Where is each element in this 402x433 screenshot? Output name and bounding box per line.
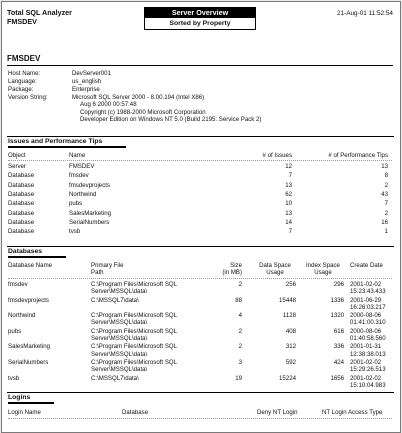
db-cell-name: fmsdevprojects (8, 296, 49, 304)
db-cell-created-line: 2001-06-29 (350, 296, 382, 304)
report-subtitle: Sorted by Property (169, 20, 231, 27)
db-col-file-line2: Path (91, 269, 104, 277)
db-col-created: Create Date (350, 262, 383, 269)
db-cell-index: 1656 (330, 374, 344, 382)
db-cell-created-line: 2001-02-02 (350, 374, 382, 382)
issues-cell-name: SerialNumbers (69, 218, 110, 226)
db-cell-created-line: 15:10:04.983 (350, 381, 386, 389)
issues-cell-issues: 13 (285, 181, 292, 189)
db-cell-size: 19 (235, 374, 242, 382)
db-cell-name: tvsb (8, 374, 20, 382)
info-value: us_english (72, 78, 102, 85)
report-title: Server Overview (145, 8, 255, 18)
issues-cell-name: fmsdev (69, 172, 89, 180)
db-cell-index: 296 (333, 281, 344, 288)
db-cell-created-line: 2000-08-06 (350, 327, 382, 335)
issues-cell-object: Database (8, 181, 35, 189)
info-value: DevServer001 (72, 70, 111, 77)
db-cell-file-line: C:\Program Files\Microsoft SQL (91, 281, 178, 288)
db-cell-size: 88 (235, 296, 242, 304)
db-cell-file-line: Server\MSSQL\data\ (91, 350, 148, 358)
version-line: Aug 6 2000 00:57:48 (80, 101, 137, 109)
db-cell-data: 1128 (282, 312, 296, 320)
db-col-name: Database Name (8, 262, 53, 269)
issues-cell-name: tvsb (69, 228, 81, 236)
db-cell-created-line: 2001-02-02 (350, 359, 382, 366)
issues-col-issues: # of Issues (262, 152, 292, 159)
issues-cell-tips: 2 (384, 209, 388, 217)
db-cell-created-line: 12:38:38.013 (350, 350, 386, 358)
db-cell-created-line: 15:23:43.433 (350, 288, 386, 296)
issues-cell-issues: 14 (285, 218, 292, 226)
issues-col-object: Object (8, 152, 26, 159)
db-cell-file-line: C:\MSSQL7\data\ (91, 374, 139, 382)
db-cell-file (91, 343, 177, 358)
db-cell-data: 256 (285, 281, 296, 288)
version-line: Microsoft SQL Server 2000 - 8.00.194 (Intel X86) (72, 94, 205, 101)
info-label: Version String: (8, 94, 48, 101)
issues-cell-issues: 7 (288, 172, 292, 180)
database-name: FMSDEV (7, 17, 37, 26)
issues-cell-name: SalesMarketing (69, 209, 111, 217)
server-info (8, 70, 261, 124)
logins-col-database: Database (122, 409, 149, 416)
db-cell-file (91, 375, 139, 382)
version-line: Developer Edition on Windows NT 5.0 (Build 2195: Service Pack 2) (80, 116, 262, 124)
db-cell-created (350, 281, 386, 296)
report-timestamp: 21-Aug-01 11:52:54 (336, 10, 393, 17)
issues-cell-tips: 8 (384, 172, 388, 180)
db-cell-name: pubs (8, 327, 22, 335)
info-value: Enterprise (72, 86, 100, 93)
issues-cell-tips: 13 (381, 163, 388, 170)
logins-col-login: Login Name (8, 409, 41, 416)
db-cell-index: 336 (333, 343, 344, 351)
report-header-left (7, 8, 72, 26)
db-col-index (302, 262, 344, 277)
issues-cell-tips: 2 (384, 181, 388, 189)
db-cell-created (350, 359, 386, 374)
db-cell-created (350, 328, 386, 343)
db-cell-index: 1336 (330, 296, 344, 304)
issues-cell-issues: 7 (288, 228, 292, 236)
db-cell-file-line: Server\MSSQL\data\ (91, 366, 148, 374)
db-cell-file (91, 297, 139, 304)
db-cell-name: SerialNumbers (8, 359, 49, 366)
issues-col-name: Name (69, 152, 86, 159)
db-col-index-line2: Usage (314, 269, 332, 277)
report-page (1, 1, 401, 433)
issues-col-tips: # of Performance Tips (328, 152, 388, 159)
logins-section-title: Logins (8, 393, 54, 404)
db-col-size-line2: (in MB) (222, 269, 242, 277)
db-cell-file-line: C:\Program Files\Microsoft SQL (91, 312, 178, 320)
db-cell-file-line: C:\Program Files\Microsoft SQL (91, 343, 178, 351)
databases-section-title: Databases (8, 247, 66, 258)
issues-cell-object: Database (8, 209, 35, 217)
issues-cell-issues: 62 (285, 190, 292, 198)
db-col-data (254, 262, 296, 277)
app-title: Total SQL Analyzer (7, 8, 72, 17)
db-cell-created (350, 312, 386, 327)
db-cell-file-line: C:\Program Files\Microsoft SQL (91, 327, 178, 335)
issues-cell-name: fmsdevprojects (69, 181, 110, 189)
issues-cell-issues: 13 (285, 209, 292, 217)
databases-header-rule (8, 278, 392, 279)
db-cell-created-line: 2001-01-31 (350, 343, 382, 351)
issues-cell-object: Database (8, 218, 35, 226)
issues-cell-tips: 16 (381, 218, 388, 226)
logins-col-access: NT Login Access Type (322, 409, 383, 416)
issues-cell-name: FMSDEV (69, 163, 95, 170)
db-cell-name: Northwind (8, 312, 36, 320)
db-cell-file-line: C:\MSSQL7\data\ (91, 296, 139, 304)
info-value (72, 94, 261, 124)
info-label: Language: (8, 78, 37, 85)
db-cell-size: 3 (238, 359, 242, 366)
issues-section-title: Issues and Performance Tips (8, 137, 126, 148)
db-col-index-line1: Index Space (306, 262, 340, 269)
db-cell-size: 4 (238, 312, 242, 320)
db-cell-created-line: 01:41:00.310 (350, 319, 386, 327)
db-col-size-line1: Size (230, 262, 242, 269)
db-cell-created-line: 15:29:26.513 (350, 366, 386, 374)
db-cell-index: 616 (333, 327, 344, 335)
server-info-row (8, 70, 261, 78)
db-col-size (212, 262, 242, 277)
report-title-box (144, 7, 256, 30)
db-cell-file (91, 281, 177, 296)
db-col-file-line1: Primary File (91, 262, 124, 269)
db-cell-data: 15448 (279, 296, 296, 304)
db-cell-index: 1320 (330, 312, 344, 320)
db-cell-name: fmsdev (8, 281, 28, 288)
db-cell-size: 2 (238, 343, 242, 351)
db-cell-file (91, 328, 177, 343)
logins-header-rule (8, 418, 392, 419)
db-cell-size: 2 (238, 327, 242, 335)
db-cell-file-line: Server\MSSQL\data\ (91, 319, 148, 327)
db-cell-created-line: 2000-08-06 (350, 312, 382, 320)
db-cell-data: 592 (285, 359, 296, 366)
issues-cell-name: pubs (69, 200, 83, 208)
db-cell-index: 424 (333, 359, 344, 366)
issues-cell-issues: 10 (285, 200, 292, 208)
issues-cell-object: Database (8, 190, 35, 198)
server-info-row (8, 86, 261, 94)
db-cell-file-line: Server\MSSQL\data\ (91, 335, 148, 343)
db-col-data-line1: Data Space (259, 262, 291, 269)
db-cell-name: SalesMarketing (8, 343, 50, 351)
db-col-file (91, 262, 124, 277)
db-cell-created (350, 343, 386, 358)
db-cell-size: 2 (238, 281, 242, 288)
issues-cell-tips: 7 (384, 200, 388, 208)
issues-cell-tips: 1 (384, 228, 388, 236)
server-info-row (8, 78, 261, 86)
db-cell-file (91, 312, 177, 327)
issues-header-rule (8, 160, 392, 161)
logins-col-deny: Deny NT Login (257, 409, 298, 416)
db-cell-created-line: 01:40:58.560 (350, 335, 386, 343)
issues-cell-object: Database (8, 200, 35, 208)
info-label: Host Name: (8, 70, 41, 77)
info-label: Package: (8, 86, 34, 93)
logins-section-rule (7, 392, 394, 393)
db-cell-data: 312 (285, 343, 296, 351)
db-cell-data: 15224 (279, 374, 296, 382)
db-cell-file-line: Server\MSSQL\data\ (91, 288, 148, 296)
issues-cell-object: Server (8, 163, 26, 170)
issues-cell-name: Northwind (69, 190, 97, 198)
db-cell-created-line: 2001-02-02 (350, 281, 382, 288)
issues-cell-issues: 12 (285, 163, 292, 170)
db-cell-file (91, 359, 177, 374)
issues-cell-tips: 43 (381, 190, 388, 198)
db-cell-file-line: C:\Program Files\Microsoft SQL (91, 359, 178, 366)
issues-cell-object: Database (8, 172, 35, 180)
server-name-heading: FMSDEV (7, 54, 41, 63)
db-cell-created (350, 375, 386, 390)
db-col-data-line2: Usage (266, 269, 284, 277)
db-cell-data: 408 (285, 327, 296, 335)
server-heading-rule (7, 65, 393, 66)
issues-cell-object: Database (8, 228, 35, 236)
version-line: Copyright (c) 1988-2000 Microsoft Corporation (80, 108, 206, 116)
db-cell-created (350, 297, 386, 312)
db-cell-created-line: 16:26:03.217 (350, 303, 386, 311)
server-info-row (8, 94, 261, 124)
